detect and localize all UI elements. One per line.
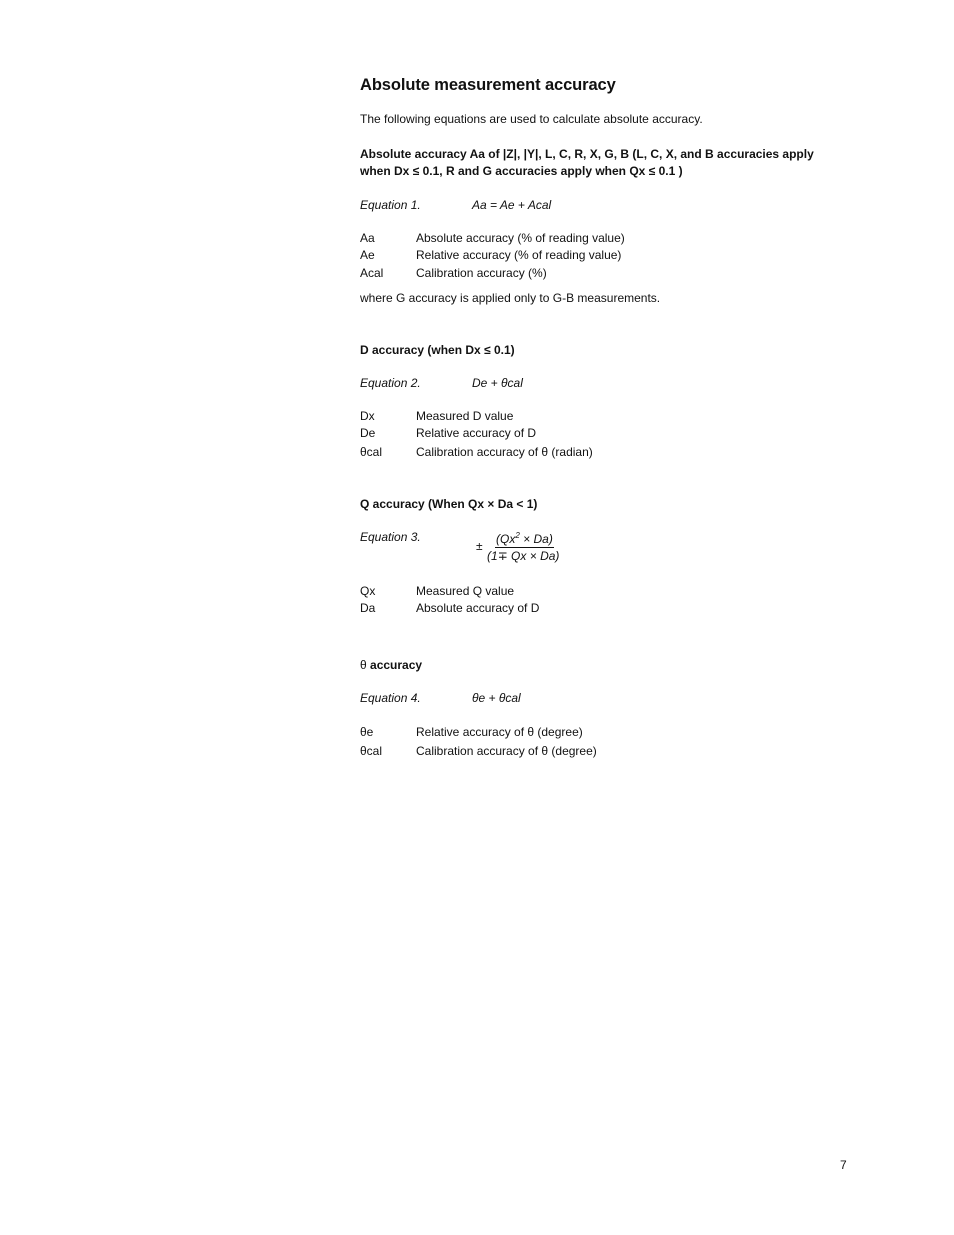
section-4-heading [360, 657, 422, 674]
definition-symbol: Da [360, 601, 376, 615]
fraction-numerator [495, 531, 554, 548]
equation-3-label: Equation 3. [360, 530, 421, 544]
definition-symbol: Dx [360, 409, 375, 423]
definition-symbol: θcal [360, 445, 383, 459]
equation-2-label: Equation 2. [360, 376, 421, 390]
numerator-exponent: 2 [515, 531, 520, 540]
equation-1-label: Equation 1. [360, 198, 421, 212]
theta-symbol: θ [360, 658, 367, 672]
section-2-heading: D accuracy (when Dx ≤ 0.1) [360, 343, 515, 357]
definition-description: Measured D value [416, 409, 514, 423]
definition-description: Absolute accuracy (% of reading value) [416, 231, 625, 245]
definition-symbol: Aa [360, 231, 375, 245]
definition-symbol: Acal [360, 266, 384, 280]
equation-2-expression: De + θcal [472, 376, 523, 390]
page-number: 7 [840, 1158, 847, 1172]
section-1-heading-line-1: Absolute accuracy Aa of |Z|, |Y|, L, C, R, X, G, B (L, C, X, and B accuracies apply [360, 147, 814, 161]
definition-symbol: Qx [360, 584, 376, 598]
plus-minus-sign: ± [476, 539, 483, 553]
page-title: Absolute measurement accuracy [360, 76, 616, 94]
definition-description: Measured Q value [416, 584, 515, 598]
definition-description: Calibration accuracy of θ (radian) [416, 445, 593, 459]
equation-4-expression: θe + θcal [472, 691, 521, 705]
definition-description: Calibration accuracy of θ (degree) [416, 744, 597, 758]
definition-symbol: De [360, 426, 376, 440]
definition-description: Calibration accuracy (%) [416, 266, 547, 280]
definition-description: Absolute accuracy of D [416, 601, 540, 615]
definition-description: Relative accuracy of D [416, 426, 537, 440]
numerator-base: (Qx [496, 532, 516, 546]
definition-symbol: θcal [360, 744, 383, 758]
intro-paragraph: The following equations are used to calculate absolute accuracy. [360, 112, 703, 126]
section-4-heading-text: accuracy [366, 658, 423, 672]
equation-4-label: Equation 4. [360, 691, 421, 705]
equation-1-expression: Aa = Ae + Acal [472, 198, 552, 212]
numerator-rest: × Da) [519, 532, 553, 546]
section-3-heading: Q accuracy (When Qx × Da < 1) [360, 497, 538, 511]
definition-symbol: Ae [360, 248, 375, 262]
section-1-heading-line-2: when Dx ≤ 0.1, R and G accuracies apply when Qx ≤ 0.1 ) [360, 164, 683, 178]
definition-description: Relative accuracy of θ (degree) [416, 725, 583, 739]
fraction-denominator: (1∓ Qx × Da) [487, 549, 560, 563]
definition-description: Relative accuracy (% of reading value) [416, 248, 622, 262]
section-1-note: where G accuracy is applied only to G-B measurements. [360, 291, 661, 305]
definition-symbol: θe [360, 725, 374, 739]
